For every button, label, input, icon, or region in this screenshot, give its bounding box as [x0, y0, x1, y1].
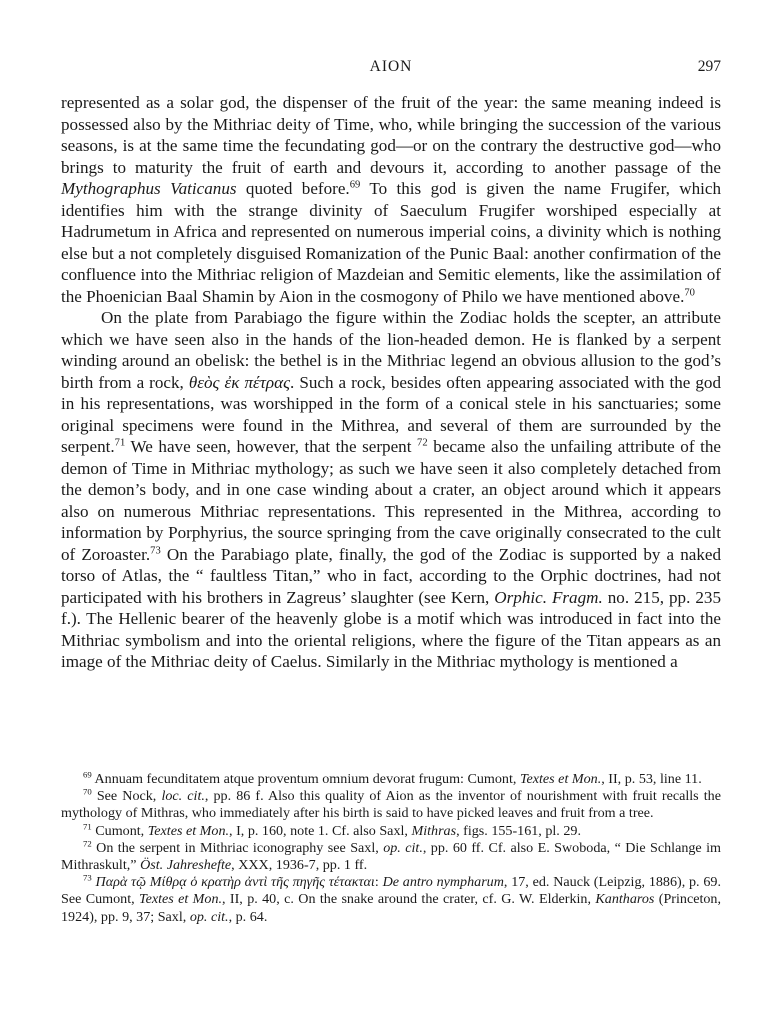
footnotes	[61, 771, 721, 926]
footnote-ref: 71	[114, 437, 126, 449]
footnote-ref: 72	[417, 437, 428, 449]
main-text	[61, 92, 721, 673]
footnote: $^{73}$ Παρὰ τῷ Μίθρᾳ ὁ κρατὴρ ἀντὶ τῆς πηγῆς τέτακται: De antro nympharum, 17, ed. Nauck (Leipzig, 1886), p. 69. See Cumont, Textes et Mon., II, p. 40, c. On the snake around the crater, cf. G. W. Elderkin, Kantharos (Princeton, 1924), pp. 9, 37; Saxl, op. cit., p. 64.	[61, 872, 721, 925]
paragraph: On the plate from Parabiago the figure within the Zodiac holds the scepter, an attribute which we have seen also in the hands of the lion-headed demon. He is flanked by a serpent winding around an obelisk: the bethel is in the Mithriac legend an obvious allusion to the god’s birth from a rock, θεὸς ἐκ πέτρας. Such a rock, besides often appearing associated with the god in his representations, was worshipped in the form of a conical stele in his sanctuaries; some original specimens were found in the Mithrea, and several of them are surrounded by the serpent.$^{71}$ We have seen, however, that the serpent $^{72}$ became also the unfailing attribute of the demon of Time in Mithriac mythology; as such we have seen it also completely detached from the demon’s body, and in one case winding about a crater, an object around which it appears also on numerous Mithriac representations. This represented in the Mithrea, according to information by Porphyrius, the source springing from the cave originally consecrated to the cult of Zoroaster.$^{73}$ On the Parabiago plate, finally, the god of the Zodiac is supported by a naked torso of Atlas, the “ faultless Titan,” who in fact, according to the Orphic doctrines, had not participated with his brothers in Zagreus’ slaughter (see Kern, Orphic. Fragm. no. 215, pp. 235 f.). The Hellenic bearer of the heavenly globe is a motif which was introduced in fact into the Mithriac symbolism and into the oriental religions, where the figure of the Titan appears as an image of the Mithriac deity of Caelus. Similarly in the Mithriac mythology is mentioned a	[61, 308, 722, 671]
paragraph: represented as a solar god, the dispenser of the fruit of the year: the same meaning indeed is possessed also by the Mithriac deity of Time, who, while bringing the succession of the various seasons, is at the same time the fecundating god—or on the contrary the destructive god—who brings to maturity the fruit of earth and devours it, according to another passage of the Mythographus Vaticanus quoted before.$^{69}$ To this god is given the name Frugifer, which identifies him with the strange divinity of Saeculum Frugifer worshiped especially at Hadrumetum in Africa and represented on numerous imperial coins, a divinity which is nothing else but a not completely disguised Romanization of the Punic Baal: another confirmation of the confluence into the Mithriac religion of Mazdeian and Semitic elements, like the assimilation of the Phoenician Baal Shamin by Aion in the cosmogony of Philo we have mentioned above.$^{70}$	[61, 93, 722, 306]
footnote-ref: 73	[150, 544, 161, 556]
page-number: 297	[697, 58, 721, 75]
running-title: AION	[369, 58, 413, 75]
footnote: $^{70}$ See Nock, loc. cit., pp. 86 f. Also this quality of Aion as the inventor of nourishment with fruit recalls the mythology of Mithras, who immediately after his birth is said to have picked leaves and fruit from a tree.	[61, 786, 721, 822]
footnote-ref: 69	[349, 179, 361, 191]
footnote: $^{71}$ Cumont, Textes et Mon., I, p. 160, note 1. Cf. also Saxl, Mithras, figs. 155-161, pl. 29.	[83, 820, 581, 839]
italic-title: Mythographus Vaticanus	[61, 179, 237, 198]
footnote: $^{69}$ Annuam fecunditatem atque proventum omnium devorat frugum: Cumont, Textes et Mon., II, p. 53, line 11.	[83, 769, 702, 787]
greek-phrase: θεὸς ἐκ πέτρας	[188, 372, 291, 392]
running-header	[61, 58, 721, 80]
italic-title: Orphic. Fragm.	[494, 587, 603, 607]
footnote: $^{72}$ On the serpent in Mithriac iconography see Saxl, op. cit., pp. 60 ff. Cf. also E. Swoboda, “ Die Schlange im Mithraskult,” Öst. Jahreshefte, XXX, 1936-7, pp. 1 ff.	[61, 838, 721, 874]
footnote-ref: 70	[684, 286, 695, 298]
